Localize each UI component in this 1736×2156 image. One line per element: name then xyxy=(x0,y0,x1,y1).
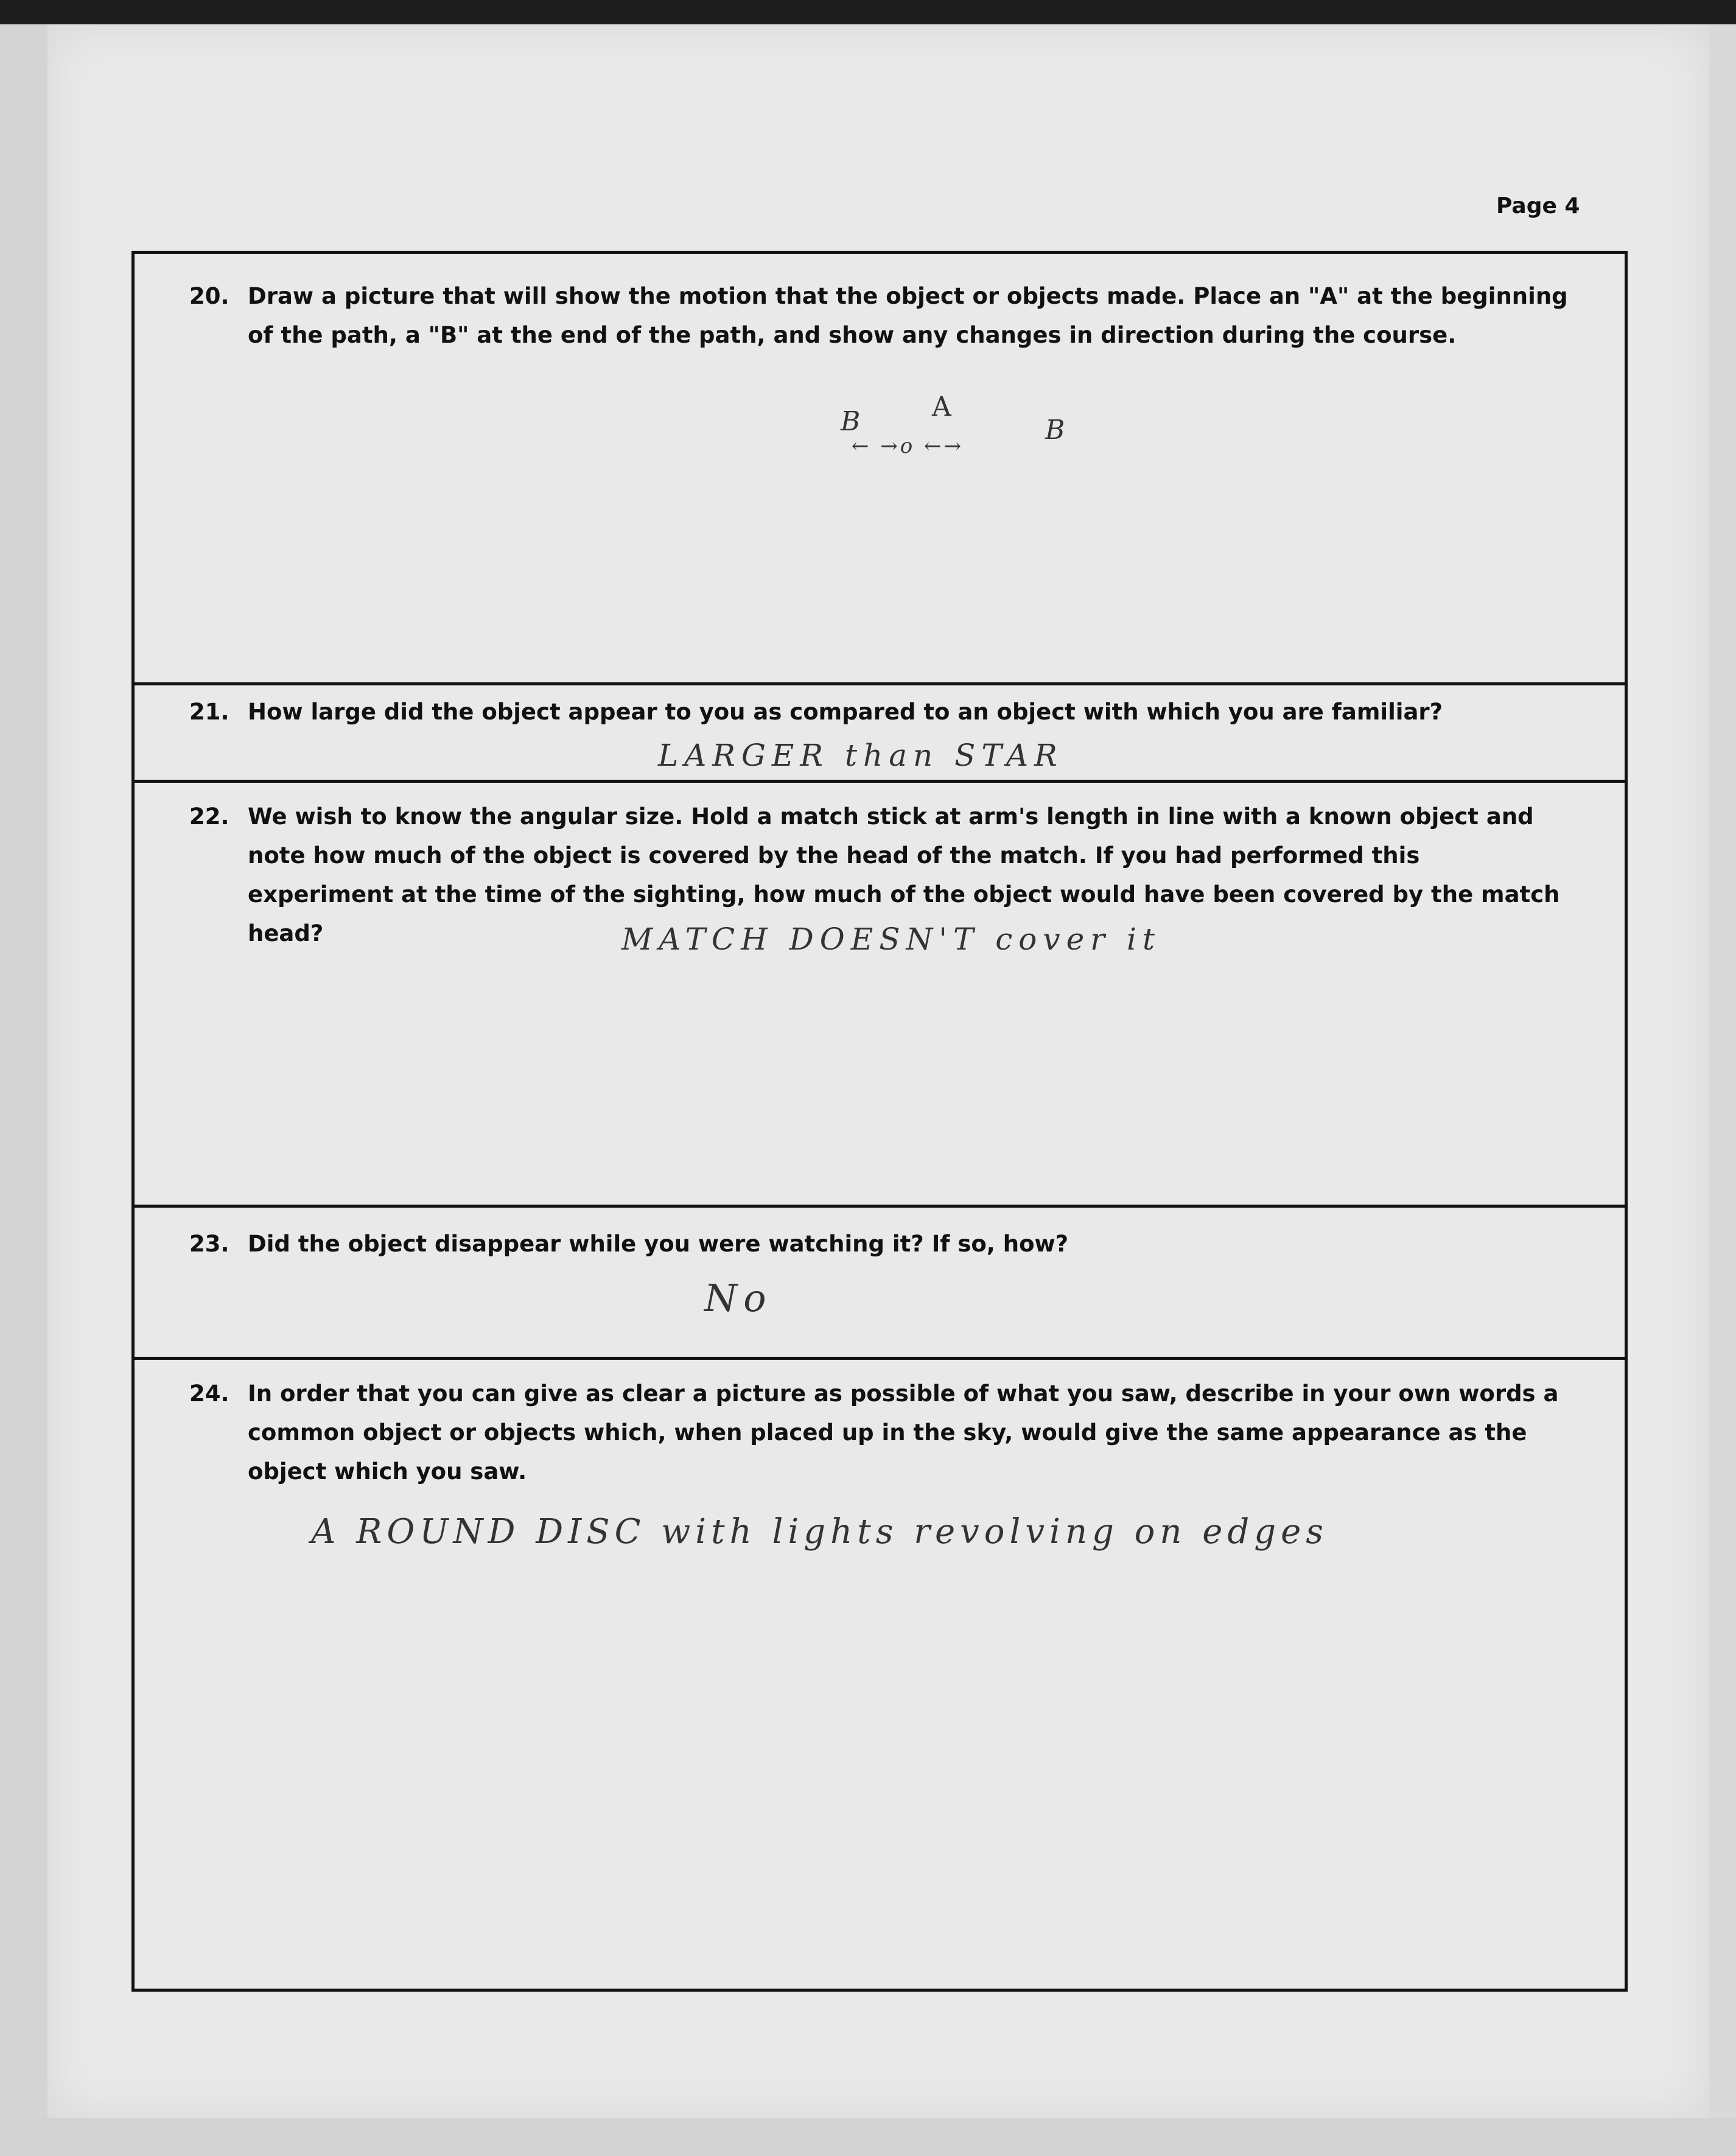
question-22-section xyxy=(135,783,1625,1208)
sketch-path-arrows: ← →o ←→ xyxy=(852,434,964,458)
scan-border-top xyxy=(0,0,1736,24)
question-24-section xyxy=(135,1360,1625,1989)
question-21-section xyxy=(135,685,1625,783)
question-20 xyxy=(189,277,1570,355)
page-number: Page 4 xyxy=(1496,194,1580,219)
scan-border-left xyxy=(0,24,47,2118)
scan-border-right xyxy=(1709,24,1736,2156)
question-text: We wish to know the angular size. Hold a match stick at arm's length in line with a known object and note how much of the object is covered by the head of the match. If you had performed this experiment at the time of the sighting, how much of the object would have been covered by the match head? xyxy=(248,803,1560,947)
question-number: 24. xyxy=(189,1381,229,1407)
sketch-label-b-right: B xyxy=(1045,415,1065,446)
question-text: Draw a picture that will show the motion that the object or objects made. Place an "A" at the beginning of the path, a "B" at the end of the path, and show any changes in direction during the course. xyxy=(248,283,1568,348)
question-number: 22. xyxy=(189,803,229,830)
sketch-label-a: A xyxy=(932,391,951,422)
answer-23: No xyxy=(704,1276,772,1320)
question-24 xyxy=(189,1374,1570,1491)
questionnaire-form xyxy=(131,251,1628,1992)
answer-24: A ROUND DISC with lights revolving on edges xyxy=(311,1512,1328,1552)
question-23 xyxy=(189,1225,1570,1264)
answer-21: LARGER than STAR xyxy=(658,738,1063,773)
question-23-section xyxy=(135,1208,1625,1360)
question-text: In order that you can give as clear a picture as possible of what you saw, describe in your own words a common object or objects which, when placed up in the sky, would give the same appearance as the object which you saw. xyxy=(248,1381,1559,1485)
question-text: Did the object disappear while you were watching it? If so, how? xyxy=(248,1231,1069,1257)
answer-22: MATCH DOESN'T cover it xyxy=(621,922,1161,957)
question-number: 21. xyxy=(189,699,229,725)
sketch-label-b-left: B xyxy=(841,406,861,437)
scan-border-bottom xyxy=(0,2118,1736,2156)
motion-sketch xyxy=(701,388,1127,485)
question-number: 23. xyxy=(189,1231,229,1257)
question-text: How large did the object appear to you as compared to an object with which you are familiar? xyxy=(248,699,1443,725)
question-20-section xyxy=(135,254,1625,685)
question-21 xyxy=(189,693,1570,732)
question-number: 20. xyxy=(189,283,229,309)
